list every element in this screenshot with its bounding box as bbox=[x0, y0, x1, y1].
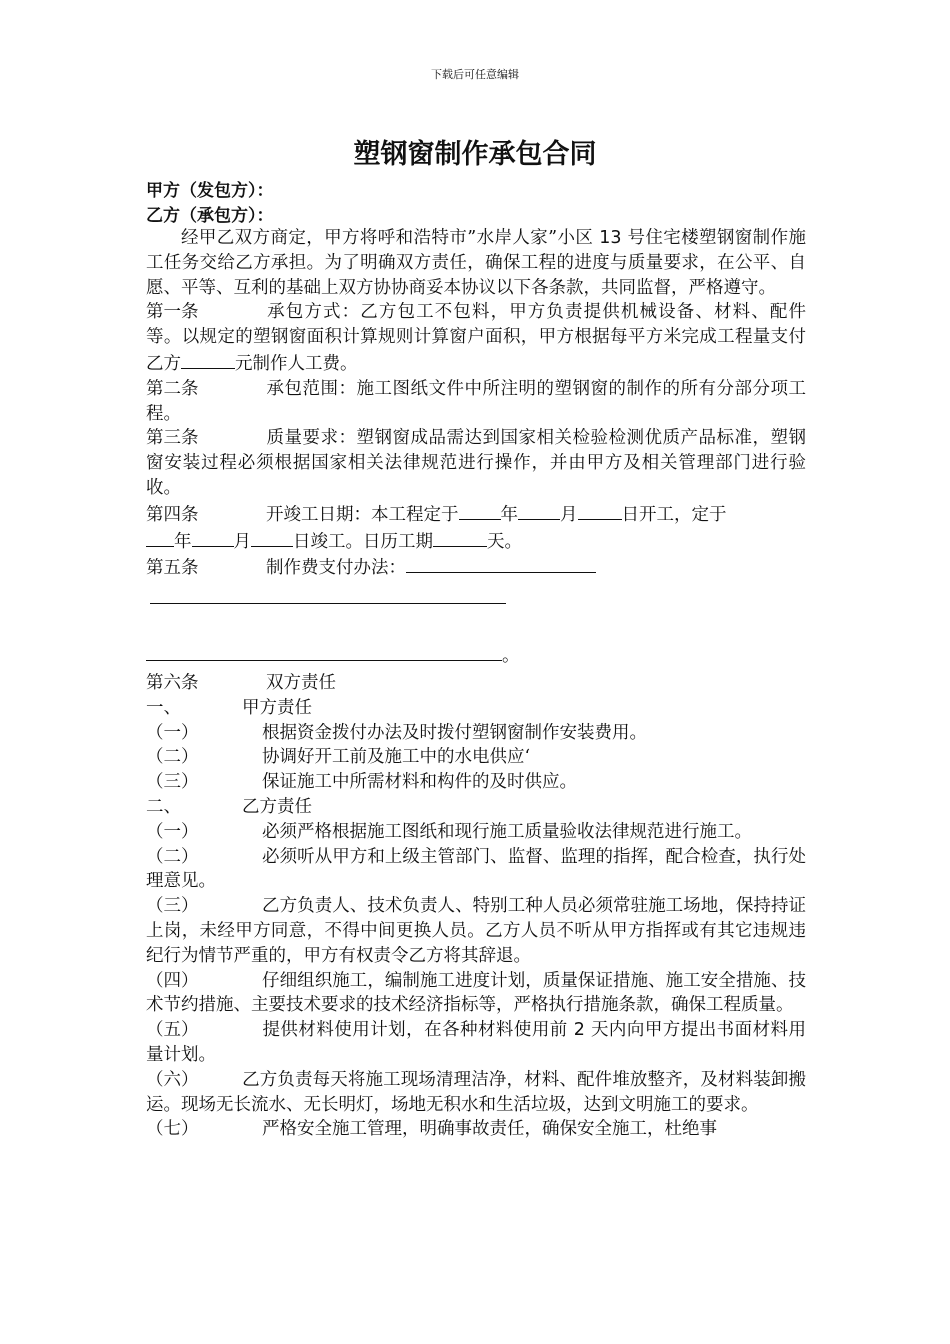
article-label: 第四条 bbox=[146, 504, 199, 525]
b-item-1: （一） 必须严格根据施工图纸和现行施工质量验收法律规范进行施工。 bbox=[146, 821, 752, 842]
section-party-a: 一、 甲方责任 bbox=[146, 697, 312, 718]
contract-body bbox=[146, 226, 806, 1142]
end-day-blank[interactable] bbox=[251, 528, 293, 547]
payment-method-line-2: 。 bbox=[146, 644, 526, 669]
a-item-1: （一） 根据资金拨付办法及时拨付塑钢窗制作安装费用。 bbox=[146, 722, 647, 743]
article-label: 第五条 bbox=[146, 558, 199, 579]
intro-paragraph: 经甲乙双方商定，甲方将呼和浩特市”水岸人家”小区 13 号住宅楼塑钢窗制作施工任务交给乙方承担。为了明确双方责任，确保工程的进度与质量要求，在公平、自愿、平等、互利的基础上双方协协商妥本协议以下各条款，共同监督，严格遵守。 bbox=[146, 228, 806, 298]
payment-method-blank[interactable] bbox=[406, 554, 596, 573]
payment-line[interactable] bbox=[146, 648, 502, 661]
b-item-5: （五） 提供材料使用计划，在各种材料使用前 2 天内向甲方提出书面材料用量计划。 bbox=[146, 1020, 806, 1065]
article-label: 第三条 bbox=[146, 428, 199, 449]
b-item-3: （三） 乙方负责人、技术负责人、特别工种人员必须常驻施工场地，保持持证上岗，未经甲方同意，不得中间更换人员。乙方人员不听从甲方指挥或有其它违规违纪行为情节严重的，甲方有权责令乙方将其辞退。 bbox=[146, 896, 806, 966]
article-2: 第二条 承包范围：施工图纸文件中所注明的塑钢窗的制作的所有分部分项工程。 bbox=[146, 378, 806, 424]
article-label: 第六条 bbox=[146, 672, 199, 693]
duration-blank[interactable] bbox=[433, 528, 487, 547]
b-item-6: （六） 乙方负责每天将施工现场清理洁净，材料、配件堆放整齐，及材料装卸搬运。现场无长流水、无长明灯，场地无积水和生活垃圾，达到文明施工的要求。 bbox=[146, 1069, 806, 1115]
start-month-blank[interactable] bbox=[518, 501, 560, 520]
b-item-2: （二） 必须听从甲方和上级主管部门、监督、监理的指挥，配合检查，执行处理意见。 bbox=[146, 846, 806, 892]
party-b-label: 乙方（承包方）： bbox=[146, 206, 274, 226]
end-year-blank[interactable] bbox=[146, 528, 174, 547]
article-1: 第一条 承包方式：乙方包工不包料，甲方负责提供机械设备、材料、配件等。以规定的塑钢窗面积计算规则计算窗户面积，甲方根据每平方米完成工程量支付乙方 元制作人工费。 bbox=[146, 302, 806, 374]
amount-blank[interactable] bbox=[181, 350, 235, 369]
article-6: 第六条 双方责任 bbox=[146, 671, 806, 696]
party-a-label: 甲方（发包方）： bbox=[146, 181, 274, 201]
a-item-2: （二） 协调好开工前及施工中的水电供应‘ bbox=[146, 747, 531, 768]
a-item-3: （三） 保证施工中所需材料和构件的及时供应。 bbox=[146, 772, 577, 793]
b-item-7: （七） 严格安全施工管理，明确事故责任，确保安全施工，杜绝事 bbox=[146, 1119, 717, 1140]
section-party-b: 二、 乙方责任 bbox=[146, 796, 312, 817]
article-5: 第五条 制作费支付办法： bbox=[146, 554, 806, 581]
b-item-4: （四） 仔细组织施工，编制施工进度计划，质量保证措施、施工安全措施、技术节约措施、主要技术要求的技术经济指标等，严格执行措施条款，确保工程质量。 bbox=[146, 970, 806, 1016]
article-4: 第四条 开竣工日期：本工程定于 年 月 日开工，定于 年 月 日竣工。日历工期 天。 bbox=[146, 501, 806, 555]
end-month-blank[interactable] bbox=[192, 528, 234, 547]
article-label: 第二条 bbox=[146, 378, 199, 399]
document-title: 塑钢窗制作承包合同 bbox=[353, 139, 597, 170]
payment-method-line-1[interactable] bbox=[150, 591, 506, 604]
article-3: 第三条 质量要求：塑钢窗成品需达到国家相关检验检测优质产品标准，塑钢窗安装过程必须根据国家相关法律规范进行操作，并由甲方及相关管理部门进行验收。 bbox=[146, 428, 806, 498]
article-label: 第一条 bbox=[146, 302, 199, 323]
header-note: 下载后可任意编辑 bbox=[431, 68, 519, 81]
start-day-blank[interactable] bbox=[578, 501, 622, 520]
start-year-blank[interactable] bbox=[459, 501, 501, 520]
